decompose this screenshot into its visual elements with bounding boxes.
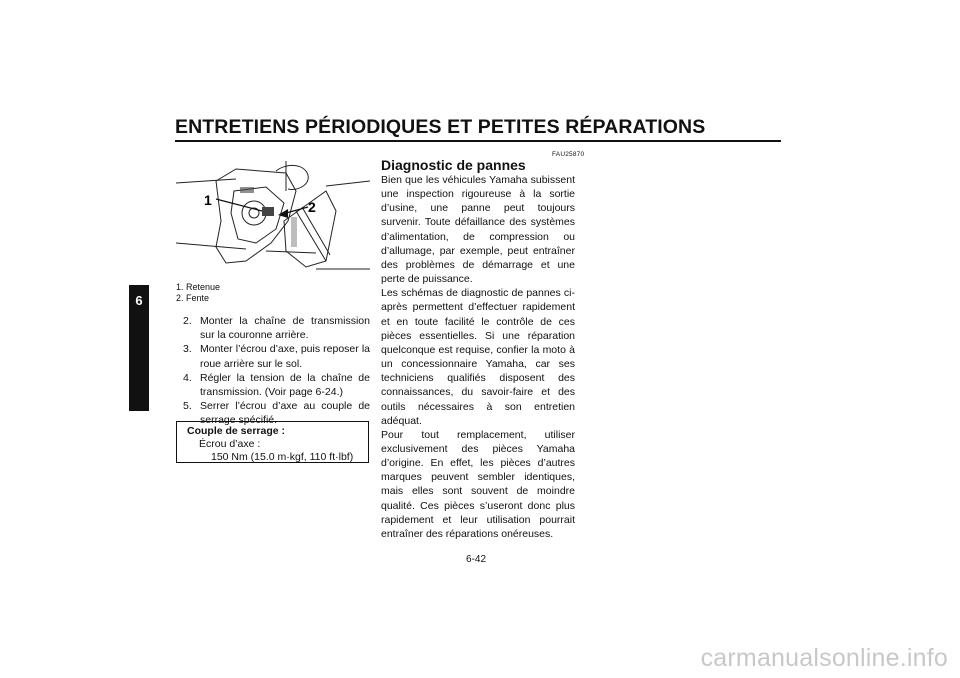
body-paragraph: Pour tout remplacement, utiliser exclusivement des pièces Yamaha d’origine. En effet, les pièces d’autres marques peuvent sembler identiques, mais elles sont souvent de moindre qualité. Ces pièces s’useront donc plus rapidement et leur utilisation pourrait entraîner des réparations onéreuses. — [381, 428, 575, 540]
figure-caption-1: 1. Retenue — [176, 282, 221, 292]
step-text: Serrer l’écrou d’axe au couple de serrage spécifié. — [200, 400, 370, 427]
step-number: 2. — [183, 315, 192, 327]
illustration-drawing — [176, 151, 370, 279]
list-item — [183, 342, 370, 370]
header-rule — [175, 140, 781, 142]
step-text: Régler la tension de la chaîne de transmission. (Voir page 6-24.) — [200, 371, 370, 399]
chapter-tab — [129, 285, 149, 411]
step-text: Monter la chaîne de transmission sur la couronne arrière. — [200, 315, 370, 342]
callout-2-label: 2 — [308, 199, 316, 215]
step-number: 3. — [183, 343, 192, 356]
torque-spec-item: Écrou d’axe : — [199, 438, 261, 450]
body-paragraph: Les schémas de diagnostic de pannes ci-après permettent d’effectuer rapidement et en toute facilité le contrôle de ces pièces essentielles. Si une réparation quelconque est requise, confier la moto à un concessionnaire Yamaha, car ses techniciens qualifiés disposent des connaissances, du savoir-faire et des outils nécessaires à son entretien adéquat. — [381, 287, 575, 427]
step-number: 4. — [183, 371, 192, 384]
list-item — [183, 314, 370, 342]
chain-adjuster-illustration — [176, 151, 370, 279]
figure-caption-2: 2. Fente — [176, 293, 210, 303]
step-text: Monter l’écrou d’axe, puis reposer la roue arrière sur le sol. — [200, 343, 370, 370]
page-title: ENTRETIENS PÉRIODIQUES ET PETITES RÉPARATIONS — [175, 116, 706, 138]
section-title: Diagnostic de pannes — [381, 157, 526, 173]
callout-1-label: 1 — [204, 192, 212, 208]
procedure-steps — [183, 314, 370, 428]
page-number: 6-42 — [466, 554, 487, 565]
torque-spec-title: Couple de serrage : — [187, 425, 286, 437]
body-paragraph: Bien que les véhicules Yamaha subissent une inspection rigoureuse à la sortie d’usine, une panne peut toujours survenir. Toute défaillance des systèmes d’alimentation, de compression ou d’allumage, par exemple, peut entraîner des problèmes de démarrage et une perte de puissance. — [381, 174, 575, 286]
section-body — [381, 173, 575, 541]
chapter-number: 6 — [135, 293, 143, 308]
step-number: 5. — [183, 400, 192, 413]
torque-spec-value: 150 Nm (15.0 m·kgf, 110 ft·lbf) — [211, 451, 354, 463]
section-reference-code: FAU25870 — [552, 151, 585, 158]
torque-spec-box — [176, 421, 369, 463]
watermark: carmanualsonline.info — [700, 644, 948, 672]
list-item — [183, 371, 370, 399]
